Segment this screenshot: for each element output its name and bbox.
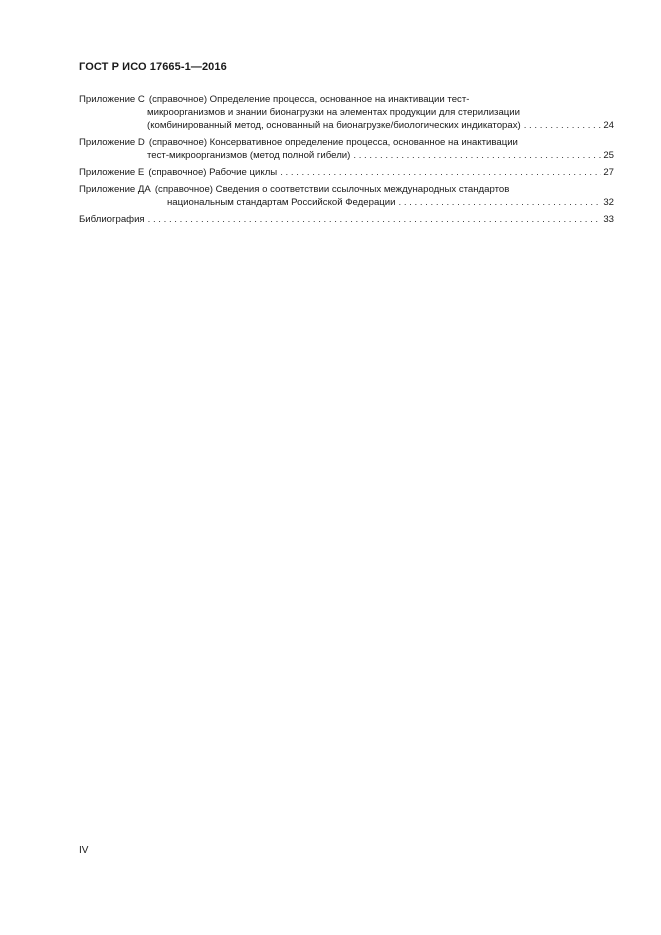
toc-leader-dots <box>280 166 601 179</box>
toc-entry-page: 27 <box>603 167 614 178</box>
toc-entry-appendix-d[interactable] <box>79 136 614 162</box>
toc-leader-dots <box>148 213 602 226</box>
toc-entry-text: (комбинированный метод, основанный на бионагрузке/биологических индикаторах) <box>147 120 521 131</box>
toc-entry-appendix-da[interactable] <box>79 183 614 209</box>
toc-entry-appendix-e[interactable] <box>79 166 614 179</box>
toc-entry-text: (справочное) Определение процесса, основанное на инактивации тест- <box>148 94 470 105</box>
toc-entry-prefix: Приложение C <box>79 94 145 105</box>
toc-entry-text: тест-микроорганизмов (метод полной гибели) <box>147 150 351 161</box>
toc-leader-dots <box>399 196 602 209</box>
toc-entry-page: 24 <box>603 120 614 131</box>
toc-entry-text: (справочное) Рабочие циклы <box>148 167 278 178</box>
toc-leader-dots <box>353 149 601 162</box>
toc-entry-text: (справочное) Консервативное определение процесса, основанное на инактивации <box>148 137 518 148</box>
toc-leader-dots <box>524 119 602 132</box>
toc-entry-text: микроорганизмов и знании бионагрузки на элементах продукции для стерилизации <box>147 107 521 118</box>
toc-entry-prefix: Приложение ДА <box>79 184 151 195</box>
toc-entry-text: национальным стандартам Российской Федерации <box>167 197 396 208</box>
toc-entry-appendix-c[interactable] <box>79 93 614 132</box>
toc-entry-page: 33 <box>603 214 614 225</box>
document-header-title: ГОСТ Р ИСО 17665-1—2016 <box>79 61 227 73</box>
toc-entry-prefix: Приложение E <box>79 167 145 178</box>
toc-entry-text: Библиография <box>79 214 145 225</box>
table-of-contents <box>79 93 614 230</box>
toc-entry-page: 32 <box>603 197 614 208</box>
toc-entry-page: 25 <box>603 150 614 161</box>
toc-entry-text: (справочное) Сведения о соответствии ссылочных международных стандартов <box>154 184 510 195</box>
page-number: IV <box>79 845 89 856</box>
toc-entry-bibliography[interactable] <box>79 213 614 226</box>
toc-entry-prefix: Приложение D <box>79 137 145 148</box>
